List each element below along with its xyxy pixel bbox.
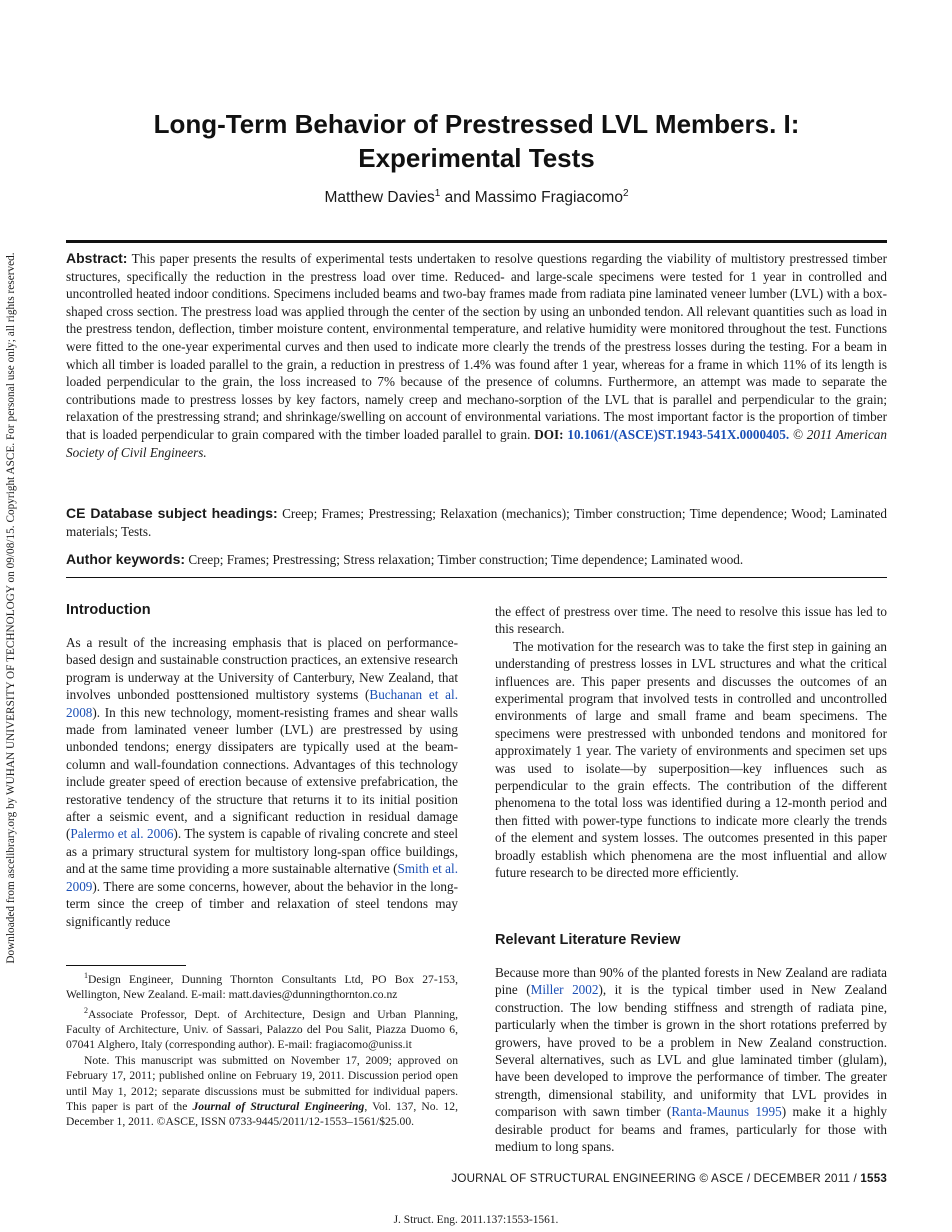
running-footer-text: JOURNAL OF STRUCTURAL ENGINEERING © ASCE / DECEMBER 2011 / — [451, 1172, 861, 1185]
citation-line: J. Struct. Eng. 2011.137:1553-1561. — [393, 1214, 559, 1226]
title-line-1: Long-Term Behavior of Prestressed LVL Members. I: — [153, 109, 800, 139]
running-footer — [66, 1172, 887, 1185]
author-conjunction: and — [440, 189, 475, 207]
introduction-body — [66, 634, 458, 930]
footnote-1-text: Design Engineer, Dunning Thornton Consultants Ltd, PO Box 27-153, Wellington, New Zealand. E-mail: matt.davies@dunningthornton.co.nz — [66, 972, 458, 1002]
download-notice-text: Downloaded from ascelibrary.org by WUHAN UNIVERSITY OF TECHNOLOGY on 09/08/15. Copyright ASCE. For personal use only; all rights reserved. — [5, 252, 17, 964]
ref-miller-2002[interactable]: Miller 2002 — [530, 982, 599, 998]
introduction-heading: Introduction — [66, 602, 151, 618]
introduction-continued — [495, 603, 887, 882]
footnote-divider — [66, 965, 186, 966]
keywords-label: Author keywords: — [66, 551, 186, 567]
literature-heading: Relevant Literature Review — [495, 932, 681, 948]
author-2-affiliation: 2 — [622, 188, 629, 199]
author-1-affiliation: 1 — [434, 188, 441, 199]
top-divider — [66, 240, 887, 243]
ce-subject-headings — [66, 504, 887, 541]
paper-title — [66, 107, 887, 175]
intro-text-c: ). The system is capable of rivaling concrete and steel as a primary structural system for multistory long-span office buildings, and at the same time providing a more sustainable alternative ( — [66, 826, 458, 877]
doi-link[interactable]: 10.1061/(ASCE)ST.1943-541X.0000405. — [567, 426, 790, 442]
footnote-2 — [66, 1003, 458, 1053]
doi-label: DOI: — [530, 426, 564, 442]
ref-ranta-maunus-1995[interactable]: Ranta-Maunus 1995 — [671, 1104, 782, 1120]
manuscript-note — [66, 1053, 458, 1130]
keywords-text: Creep; Frames; Prestressing; Stress relaxation; Timber construction; Time dependence; Laminated wood. — [185, 552, 744, 567]
literature-body — [495, 964, 887, 1155]
lit-text-b: ), it is the typical timber used in New Zealand construction. The low bending stiffness and strength of radiata pine, particularly when the timber is grown in the short rotations preferred by growers, have proved to be a problem in New Zealand construction. Several alternatives, such as LVL and glue laminated timber (glulam), have been developed to improve the performance of timber. The greater strength, dimensional stability, and uniformity that LVL provides in comparison with sawn timber ( — [495, 982, 887, 1120]
author-2: Massimo Fragiacomo — [474, 189, 623, 207]
introduction-paragraph — [66, 634, 458, 930]
ref-buchanan-2008[interactable]: Buchanan et al. 2008 — [66, 687, 458, 720]
abstract — [66, 250, 887, 461]
title-line-2: Experimental Tests — [358, 143, 595, 173]
ce-headings-label: CE Database subject headings: — [66, 505, 278, 521]
author-list — [66, 188, 887, 207]
intro-text-b: ). In this new technology, moment-resisting frames and shear walls made from laminated veneer lumber (LVL) are prestressed by using unbonded tendons; energy dissipaters are typically used at the beam-column and wall-foundation connections. Advantages of this technology include greater speed of erection because of extensive prefabrication, the restorative tendency of the structure that returns it to its initial position after a seismic event, and a significant reduction in residual damage ( — [66, 704, 458, 842]
footnote-1-marker: 1 — [84, 971, 88, 980]
lit-text-c: ) make it a highly desirable product for beams and frames, particularly for those with medium to long spans. — [495, 1104, 887, 1155]
page-number: 1553 — [860, 1172, 887, 1185]
footnote-1 — [66, 968, 458, 1003]
ref-palermo-2006[interactable]: Palermo et al. 2006 — [70, 826, 174, 842]
download-notice — [3, 228, 19, 988]
ce-headings-text: Creep; Frames; Prestressing; Relaxation (mechanics); Timber construction; Time dependence; Wood; Laminated materials; Tests. — [66, 506, 887, 539]
footnotes — [66, 968, 458, 1130]
footnote-2-marker: 2 — [84, 1005, 88, 1015]
footnote-2-text: Associate Professor, Dept. of Architecture, Design and Urban Planning, Faculty of Architecture, Univ. of Sassari, Palazzo del Pou Salit, Piazza Duomo 6, 07041 Alghero, Italy (corresponding author). E-mail: fragiacomo@uniss.it — [66, 1007, 458, 1052]
abstract-text: This paper presents the results of experimental tests undertaken to resolve questions regarding the viability of multistory prestressed timber structures, specifically the reduction in the prestress load over time. Reduced- and large-scale specimens were tested for 1 year in controlled and uncontrolled heated indoor conditions. Specimens included beams and two-bay frames made from radiata pine laminated veneer lumber (LVL) with a box-shaped cross section. The prestress load was applied through the center of the section by using an unbonded tendon. All relevant quantities such as load in the prestress tendon, deflection, timber moisture content, environmental temperature, and relative humidity were monitored throughout the test. Functions were fitted to the one-year experimental curves and then used to indicate more clearly the trends of the prestress losses during the testing. For a beam in which all timber is loaded parallel to the grain, a reduction in prestress of 1.4% was found after 1 year, whereas for a frame in which 11% of its length is loaded perpendicular to the grain, the loss increased to 7% because of the presence of columns. Furthermore, an attempt was made to separate the contributions made to prestress losses by key factors, namely creep and mechano-sorption of the LVL that is parallel and perpendicular to the grain; relaxation of the prestressing strand; and shrinkage/swelling on account of environmental variations. The most important factor is the proportion of timber that is loaded perpendicular to grain compared with the timber loaded parallel to grain. — [66, 251, 887, 442]
literature-paragraph — [495, 964, 887, 1155]
ref-smith-2009[interactable]: Smith et al. 2009 — [66, 861, 458, 894]
author-1: Matthew Davies — [324, 189, 435, 207]
lit-text-a: Because more than 90% of the planted forests in New Zealand are radiata pine ( — [495, 965, 887, 998]
intro-text-a: As a result of the increasing emphasis that is placed on performance-based design and sustainable construction practices, an extensive research program is underway at the University of Canterbury, New Zealand, that involves unbonded posttensioned multistory systems ( — [66, 635, 458, 703]
author-keywords — [66, 550, 887, 569]
note-text-b: , Vol. 137, No. 12, December 1, 2011. ©ASCE, ISSN 0733-9445/2011/12-1553–1561/$25.00. — [66, 1099, 458, 1129]
copyright-notice: © 2011 American Society of Civil Engineers. — [66, 426, 887, 460]
continued-paragraph: the effect of prestress over time. The need to resolve this issue has led to this research. — [495, 604, 887, 637]
note-text-a: Note. This manuscript was submitted on November 17, 2009; approved on February 17, 2011; published online on February 19, 2011. Discussion period open until May 1, 2012; separate discussions must be submitted for individual papers. This paper is part of the — [66, 1053, 458, 1113]
bottom-divider — [66, 577, 887, 578]
abstract-label: Abstract: — [66, 250, 128, 266]
intro-text-d: ). There are some concerns, however, about the behavior in the long-term since the creep of timber and relaxation of steel tendons may significantly reduce — [66, 878, 458, 929]
journal-name: Journal of Structural Engineering — [192, 1099, 365, 1113]
motivation-paragraph: The motivation for the research was to take the first step in gaining an understanding of prestress losses in LVL structures and what the critical influences are. This paper presents and discusses the outcomes of an experimental program that involved tests in controlled and uncontrolled environments of large and small frame and beam specimens. The specimens were prestressed with unbonded tendons and monitored for approximately 1 year. The variety of environments and specimen set ups was used to isolate—by superposition—key influences such as perpendicular to the grain effects. The contribution of the different phenomena to the total loss was identified during a 12-month period and then fitted with power-type functions to indicate more clearly the trends of the element and system losses. The outcomes presented in this paper broadly establish which phenomena are the most influential and allow future research to be directed more efficiently. — [495, 638, 887, 881]
